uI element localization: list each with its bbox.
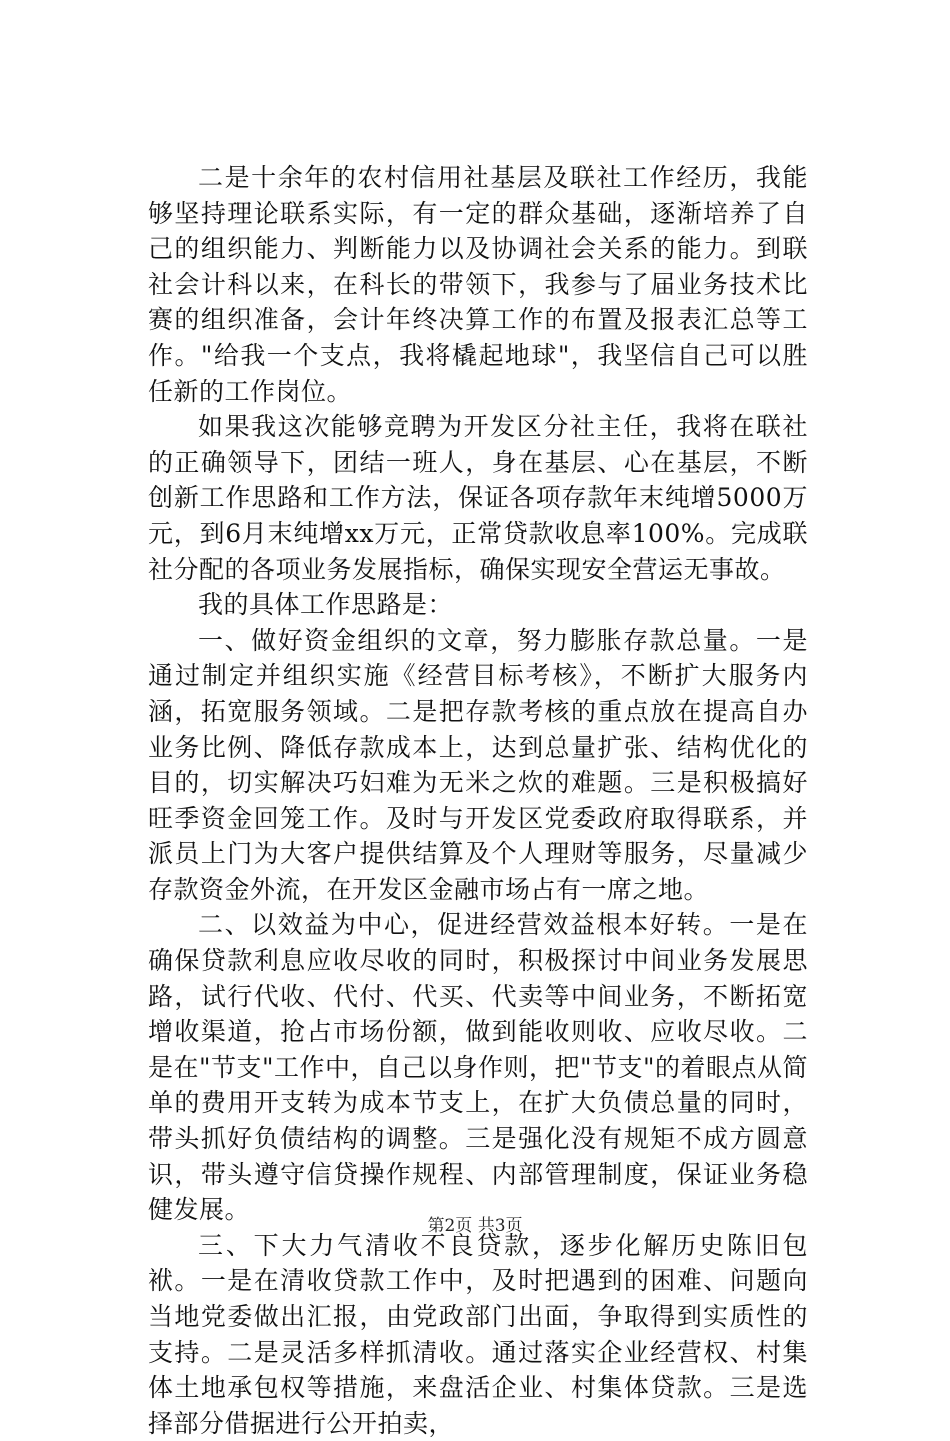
page-number-footer: 第2页 共3页 [427, 1216, 523, 1236]
document-body [148, 160, 808, 1441]
paragraph-deposit-organization: 一、做好资金组织的文章，努力膨胀存款总量。一是通过制定并组织实施《经营目标考核》，不断扩大服务内涵，拓宽服务领域。二是把存款考核的重点放在提高自办业务比例、降低存款成本上，达到总量扩张、结构优化的目的，切实解决巧妇难为无米之炊的难题。三是积极搞好旺季资金回笼工作。及时与开发区党委政府取得联系，并派员上门为大客户提供结算及个人理财等服务，尽量减少存款资金外流，在开发区金融市场占有一席之地。 [148, 625, 808, 904]
paragraph-goals: 如果我这次能够竞聘为开发区分社主任，我将在联社的正确领导下，团结一班人，身在基层、心在基层，不断创新工作思路和工作方法，保证各项存款年末纯增5000万元，到6月末纯增xx万元，正常贷款收息率100%。完成联社分配的各项业务发展指标，确保实现安全营运无事故。 [148, 412, 808, 584]
paragraph-efficiency: 二、以效益为中心，促进经营效益根本好转。一是在确保贷款利息应收尽收的同时，积极探讨中间业务发展思路，试行代收、代付、代买、代卖等中间业务，不断拓宽增收渠道，抢占市场份额，做到能收则收、应收尽收。二是在"节支"工作中，自己以身作则，把"节支"的着眼点从简单的费用开支转为成本节支上，在扩大负债总量的同时，带头抓好负债结构的调整。三是强化没有规矩不成方圆意识，带头遵守信贷操作规程、内部管理制度，保证业务稳健发展。 [148, 910, 808, 1225]
paragraph-work-ideas-intro: 我的具体工作思路是： [198, 590, 454, 620]
paragraph-experience: 二是十余年的农村信用社基层及联社工作经历，我能够坚持理论联系实际，有一定的群众基础，逐渐培养了自己的组织能力、判断能力以及协调社会关系的能力。到联社会计科以来，在科长的带领下，我参与了届业务技术比赛的组织准备，会计年终决算工作的布置及报表汇总等工作。"给我一个支点，我将橇起地球"，我坚信自己可以胜任新的工作岗位。 [148, 163, 808, 406]
paragraph-bad-loans: 三、下大力气清收不良贷款，逐步化解历史陈旧包袱。一是在清收贷款工作中，及时把遇到的困难、问题向当地党委做出汇报，由党政部门出面，争取得到实质性的支持。二是灵活多样抓清收。通过落实企业经营权、村集体土地承包权等措施，来盘活企业、村集体贷款。三是选择部分借据进行公开拍卖， [148, 1230, 808, 1438]
